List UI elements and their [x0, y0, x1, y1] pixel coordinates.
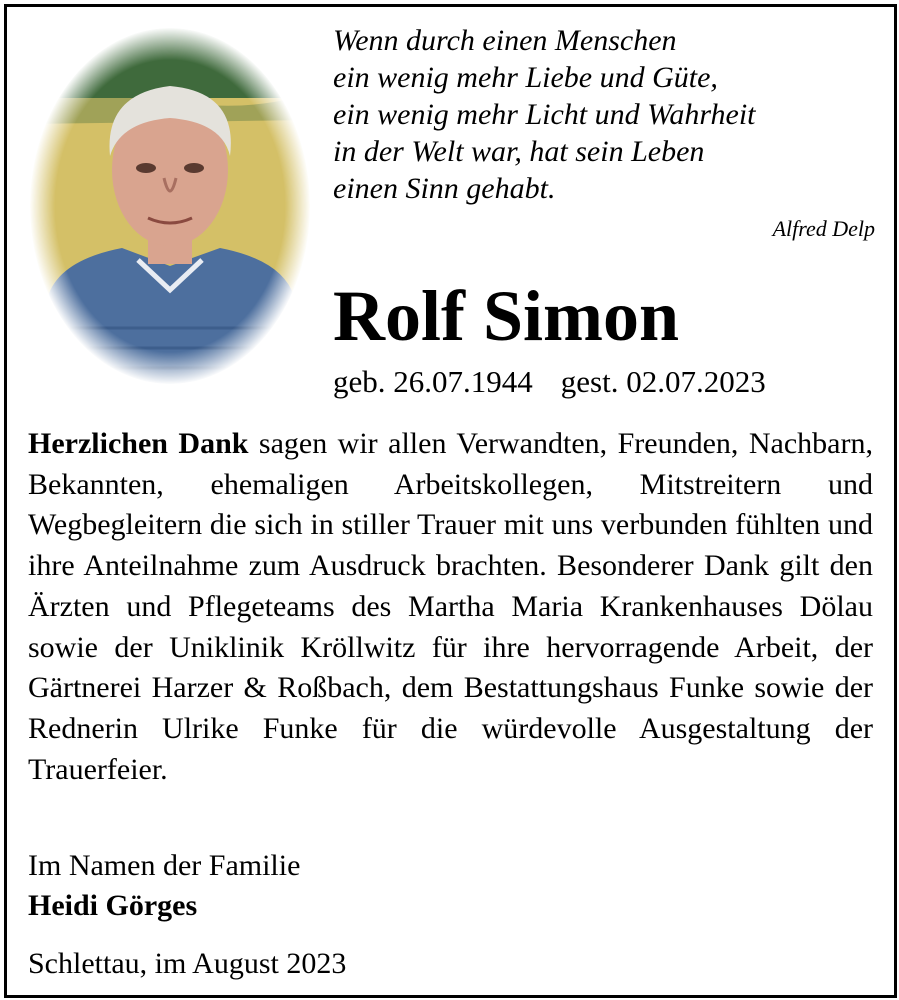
birth-date: geb. 26.07.1944	[333, 364, 533, 399]
quote-line: ein wenig mehr Licht und Wahrheit	[333, 98, 756, 131]
thank-you-message	[28, 424, 873, 790]
signer-name: Heidi Görges	[28, 889, 198, 922]
place-and-date: Schlettau, im August 2023	[28, 947, 347, 980]
portrait-photo-icon	[30, 28, 310, 384]
family-line: Im Namen der Familie	[28, 849, 301, 882]
deceased-name: Rolf Simon	[333, 276, 680, 356]
life-dates	[333, 362, 766, 402]
quote-author: Alfred Delp	[772, 216, 875, 241]
memorial-quote	[333, 22, 756, 207]
message-text: sagen wir allen Verwandten, Freunden, Nachbarn, Bekannten, ehemaligen Arbeitskollegen, Mitstreitern und Wegbegleitern die sich in stiller Trauer mit uns verbunden fühlten und ihre Anteilnahme zum Ausdruck brachten. Besonderer Dank gilt den Ärzten und Pflegeteams des Martha Maria Krankenhauses Dölau sowie der Uniklinik Kröllwitz für ihre hervorragende Arbeit, der Gärtnerei Harzer & Roßbach, dem Bestattungshaus Funke sowie der Rednerin Ulrike Funke für die würdevolle Ausgestaltung der Trauerfeier.	[28, 427, 873, 786]
quote-line: ein wenig mehr Liebe und Güte,	[333, 61, 718, 94]
portrait-photo	[30, 28, 310, 384]
quote-line: in der Welt war, hat sein Leben	[333, 135, 705, 168]
family-signature	[28, 846, 300, 926]
quote-line: Wenn durch einen Menschen	[333, 24, 677, 57]
message-lead: Herzlichen Dank	[28, 427, 249, 460]
death-date: gest. 02.07.2023	[560, 364, 766, 399]
quote-line: einen Sinn gehabt.	[333, 172, 556, 205]
